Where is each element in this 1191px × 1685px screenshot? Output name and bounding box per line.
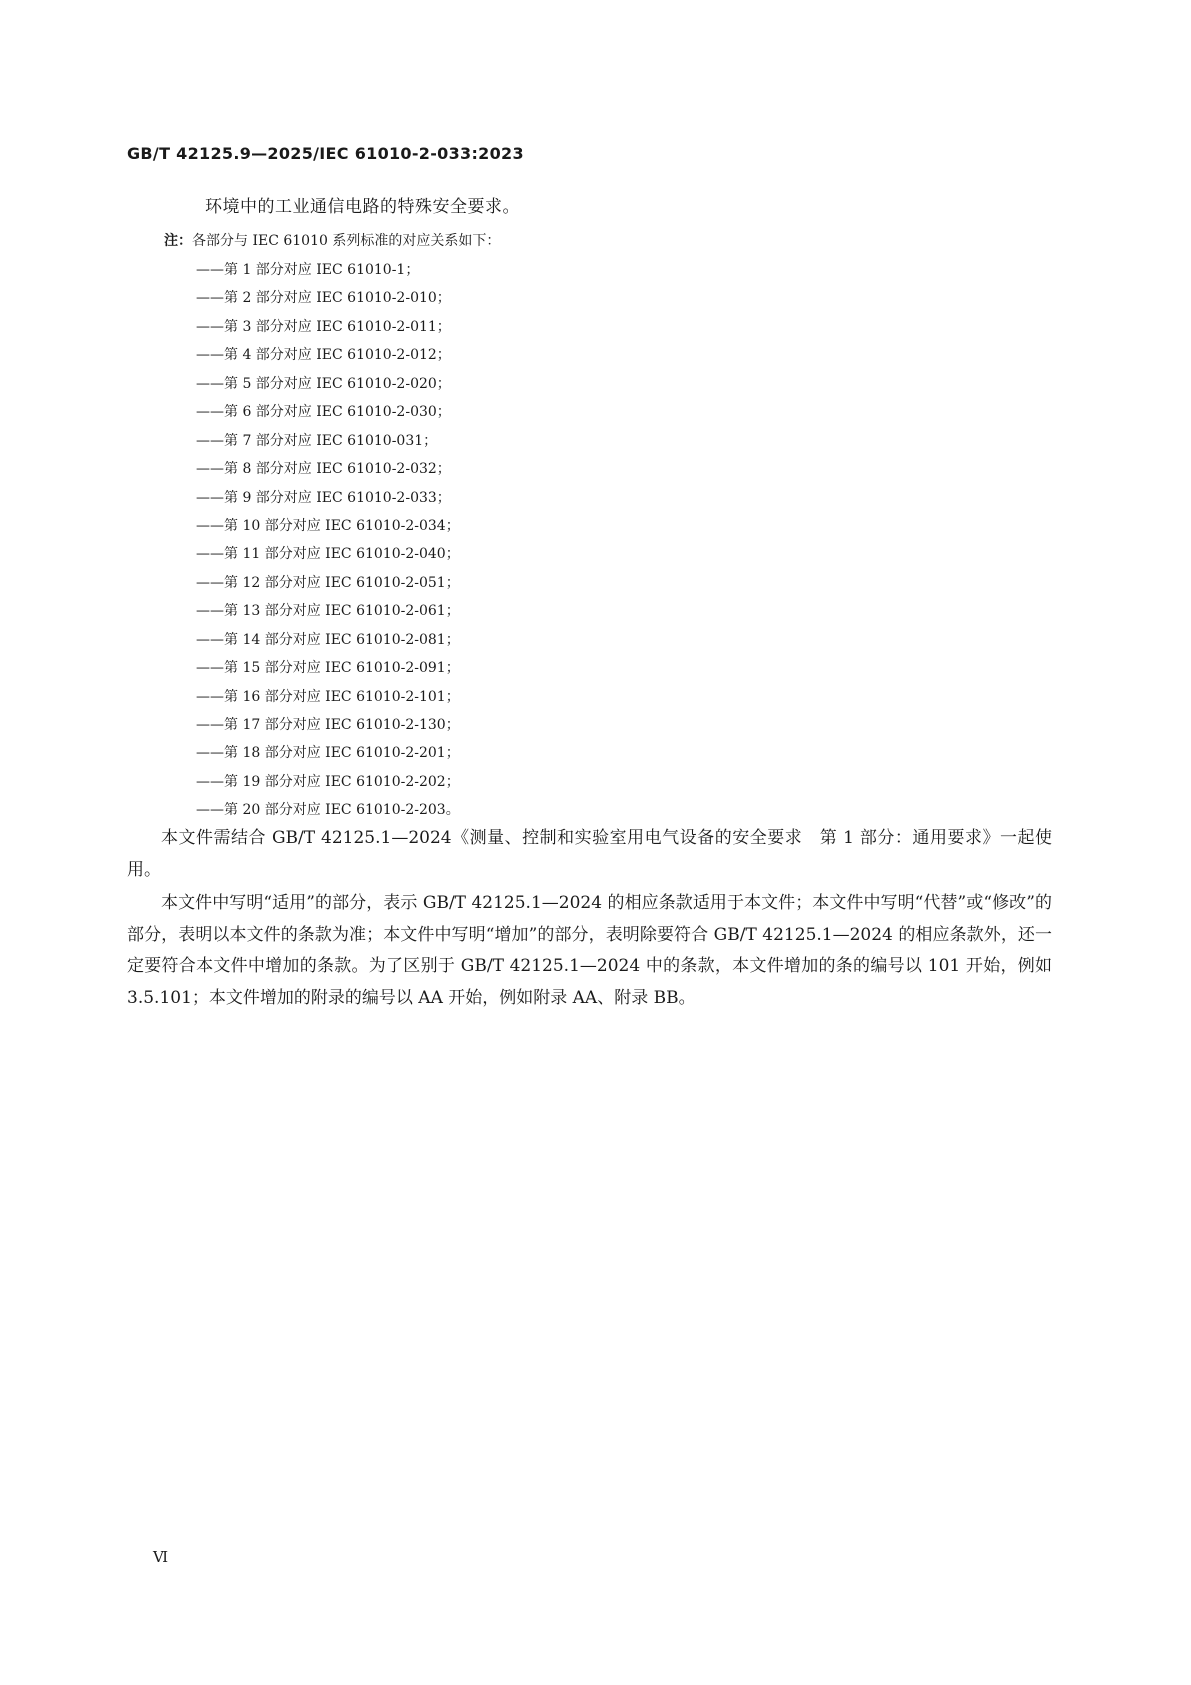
list-item: ——第 8 部分对应 IEC 61010-2-032； [196, 461, 451, 478]
list-item: ——第 13 部分对应 IEC 61010-2-061； [196, 603, 460, 620]
list-item: ——第 12 部分对应 IEC 61010-2-051； [196, 574, 460, 591]
list-item: ——第 6 部分对应 IEC 61010-2-030； [196, 404, 451, 421]
list-item: ——第 16 部分对应 IEC 61010-2-101； [196, 688, 460, 705]
list-item: ——第 20 部分对应 IEC 61010-2-203。 [196, 802, 460, 819]
list-item: ——第 11 部分对应 IEC 61010-2-040； [196, 546, 460, 563]
list-item: ——第 2 部分对应 IEC 61010-2-010； [196, 290, 451, 307]
list-item: ——第 9 部分对应 IEC 61010-2-033； [196, 489, 451, 506]
list-item: ——第 7 部分对应 IEC 61010-031； [196, 432, 438, 449]
list-item: ——第 15 部分对应 IEC 61010-2-091； [196, 660, 460, 677]
note-intro-text: 各部分与 IEC 61010 系列标准的对应关系如下： [192, 233, 501, 249]
continuation-line: 环境中的工业通信电路的特殊安全要求。 [205, 197, 520, 217]
list-item: ——第 17 部分对应 IEC 61010-2-130； [196, 717, 460, 733]
list-item: ——第 1 部分对应 IEC 61010-1； [196, 262, 420, 278]
note-intro [164, 230, 500, 250]
standard-header [127, 144, 524, 163]
list-item: ——第 14 部分对应 IEC 61010-2-081； [196, 631, 460, 648]
paragraph-clauses: 本文件中写明“适用”的部分，表示 GB/T 42125.1—2024 的相应条款适用于本文件；本文件中写明“代替”或“修改”的部分，表明以本文件的条款为准；本文件中写明“增加”的部分，表明除要符合 GB/T 42125.1—2024 的相应条款外，还一定要符合本文件中增加的条款。为了区别于 GB/T 42125.1—2024 中的条款，本文件增加的条的编号以 101 开始，例如 3.5.101；本文件增加的附录的编号以 AA 开始，例如附录 AA、附录 BB。 [127, 893, 1052, 1008]
list-item: ——第 3 部分对应 IEC 61010-2-011； [196, 318, 451, 335]
list-item: ——第 5 部分对应 IEC 61010-2-020； [196, 375, 451, 392]
paragraph-usage: 本文件需结合 GB/T 42125.1—2024《测量、控制和实验室用电气设备的安全要求 第 1 部分：通用要求》一起使用。 [127, 828, 1052, 880]
list-item: ——第 10 部分对应 IEC 61010-2-034； [196, 517, 460, 534]
page-number: Ⅵ [153, 1548, 169, 1566]
list-item: ——第 4 部分对应 IEC 61010-2-012； [196, 347, 451, 364]
note-label: 注： [164, 233, 192, 249]
note-list [196, 256, 460, 825]
standard-number: GB/T 42125.9—2025/IEC 61010-2-033:2023 [127, 144, 524, 163]
list-item: ——第 18 部分对应 IEC 61010-2-201； [196, 745, 460, 762]
list-item: ——第 19 部分对应 IEC 61010-2-202； [196, 773, 460, 790]
